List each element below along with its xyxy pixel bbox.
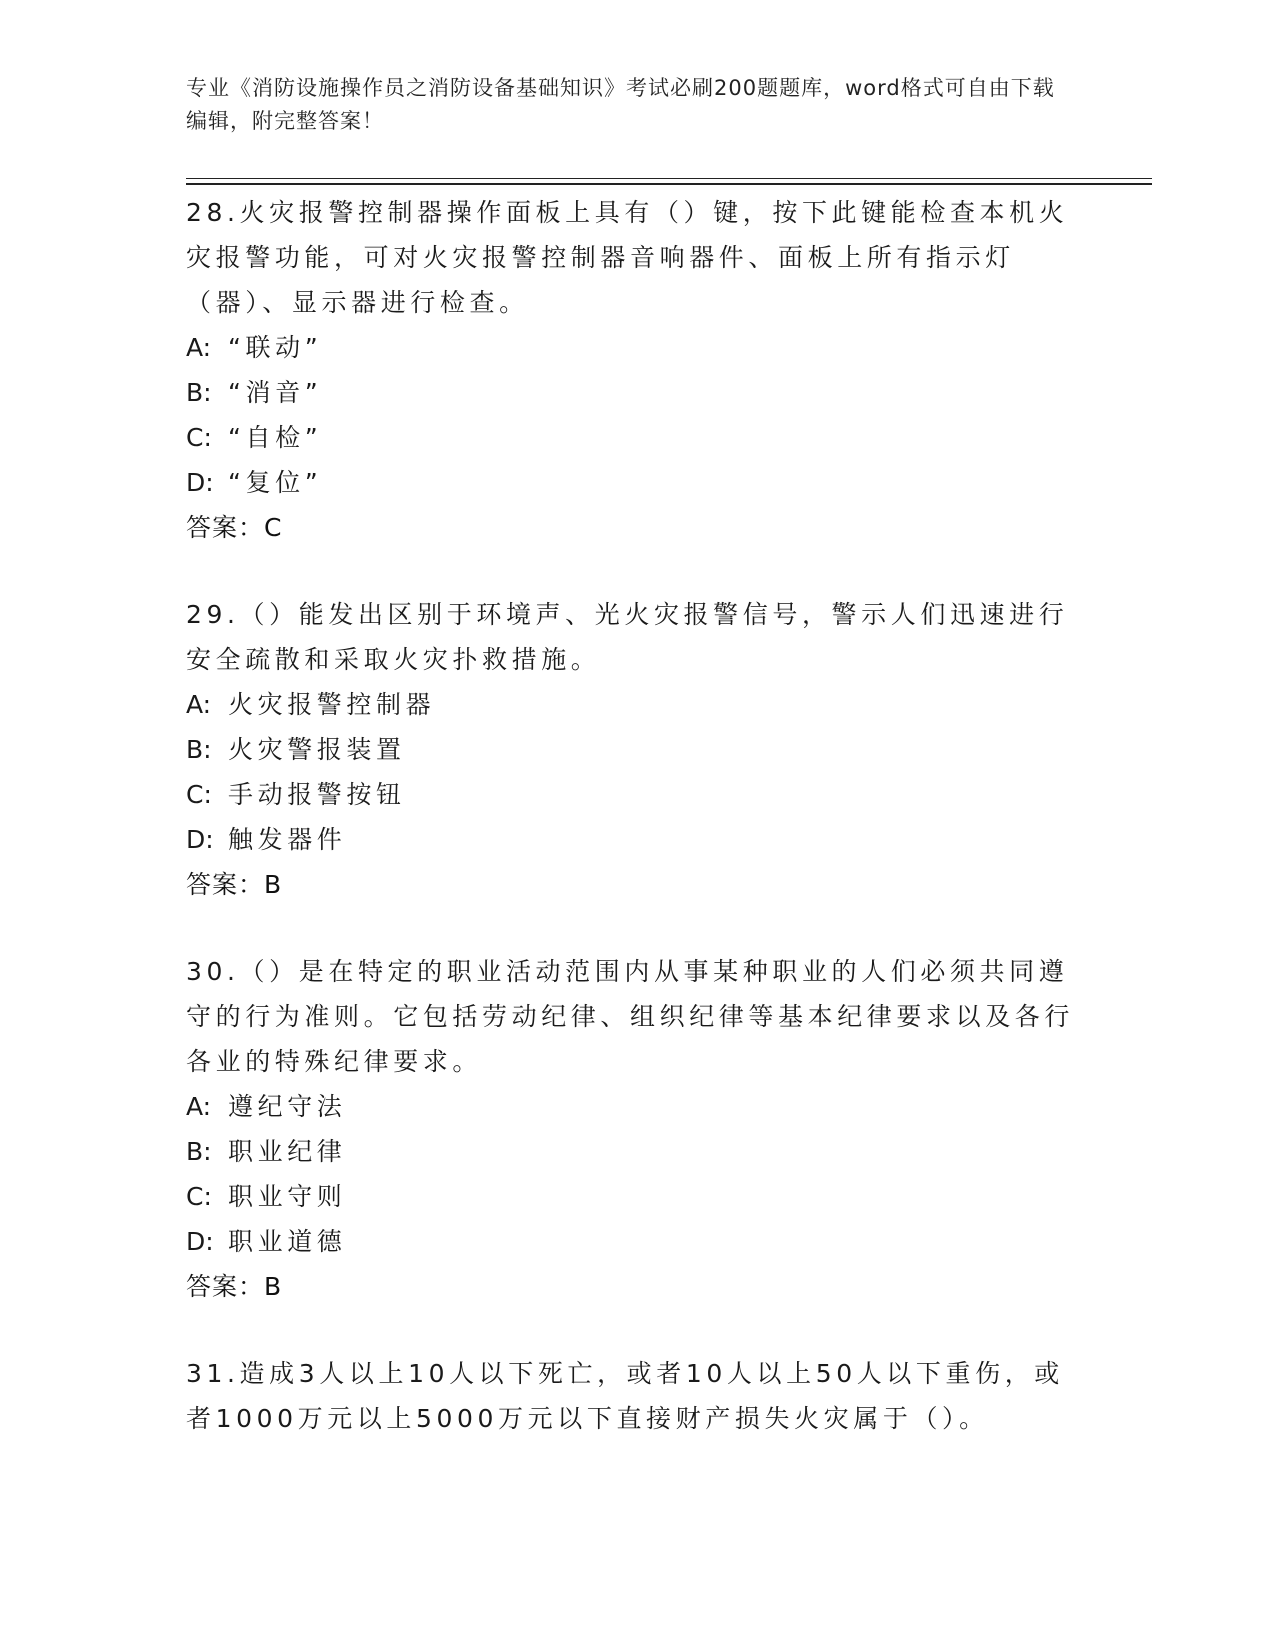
option-text: 职业纪律 (228, 1137, 347, 1166)
answer-line: 答案：B (186, 1272, 283, 1301)
option-letter: C: (186, 1182, 212, 1211)
document-header: 专业《消防设施操作员之消防设备基础知识》考试必刷200题题库，word格式可自由下载编辑，附完整答案！ (186, 76, 1055, 133)
option-d (186, 1219, 1076, 1264)
option-a (186, 1084, 1076, 1129)
option-c (186, 772, 1076, 817)
question-item (186, 1351, 1076, 1441)
option-text: 火灾警报装置 (228, 735, 406, 764)
question-stem: 30.（）是在特定的职业活动范围内从事某种职业的人们必须共同遵守的行为准则。它包括劳动纪律、组织纪律等基本纪律要求以及各行各业的特殊纪律要求。 (186, 957, 1075, 1076)
option-letter: C: (186, 423, 212, 452)
header-rule-thick (186, 183, 1152, 185)
option-text: 触发器件 (228, 825, 347, 854)
option-text: 职业道德 (228, 1227, 347, 1256)
option-d (186, 817, 1076, 862)
option-text: 职业守则 (228, 1182, 347, 1211)
question-stem: 31.造成3人以上10人以下死亡，或者10人以上50人以下重伤，或者1000万元以上5000万元以下直接财产损失火灾属于（）。 (186, 1359, 1064, 1433)
option-text: 火灾报警控制器 (228, 690, 436, 719)
option-text: “自检” (228, 423, 323, 452)
option-letter: C: (186, 780, 212, 809)
option-text: 手动报警按钮 (228, 780, 406, 809)
question-item (186, 592, 1076, 908)
option-letter: A: (186, 333, 212, 362)
option-letter: B: (186, 378, 212, 407)
option-letter: D: (186, 825, 214, 854)
option-letter: A: (186, 1092, 212, 1121)
option-b (186, 1129, 1076, 1174)
option-d (186, 460, 1076, 505)
option-text: “复位” (228, 468, 323, 497)
option-text: “联动” (228, 333, 323, 362)
option-text: “消音” (228, 378, 323, 407)
option-c (186, 415, 1076, 460)
question-item (186, 949, 1076, 1310)
question-list (186, 190, 1076, 1482)
option-letter: D: (186, 468, 214, 497)
question-stem: 29.（）能发出区别于环境声、光火灾报警信号，警示人们迅速进行安全疏散和采取火灾扑救措施。 (186, 600, 1069, 674)
option-letter: B: (186, 735, 212, 764)
option-letter: D: (186, 1227, 214, 1256)
question-item (186, 190, 1076, 551)
option-a (186, 325, 1076, 370)
header-rule-thin (186, 178, 1152, 179)
option-b (186, 370, 1076, 415)
option-b (186, 727, 1076, 772)
option-c (186, 1174, 1076, 1219)
option-a (186, 682, 1076, 727)
option-text: 遵纪守法 (228, 1092, 347, 1121)
answer-line: 答案：C (186, 513, 283, 542)
answer-line: 答案：B (186, 870, 283, 899)
option-letter: B: (186, 1137, 212, 1166)
option-letter: A: (186, 690, 212, 719)
question-stem: 28.火灾报警控制器操作面板上具有（）键，按下此键能检查本机火灾报警功能，可对火灾报警控制器音响器件、面板上所有指示灯（器）、显示器进行检查。 (186, 198, 1069, 317)
